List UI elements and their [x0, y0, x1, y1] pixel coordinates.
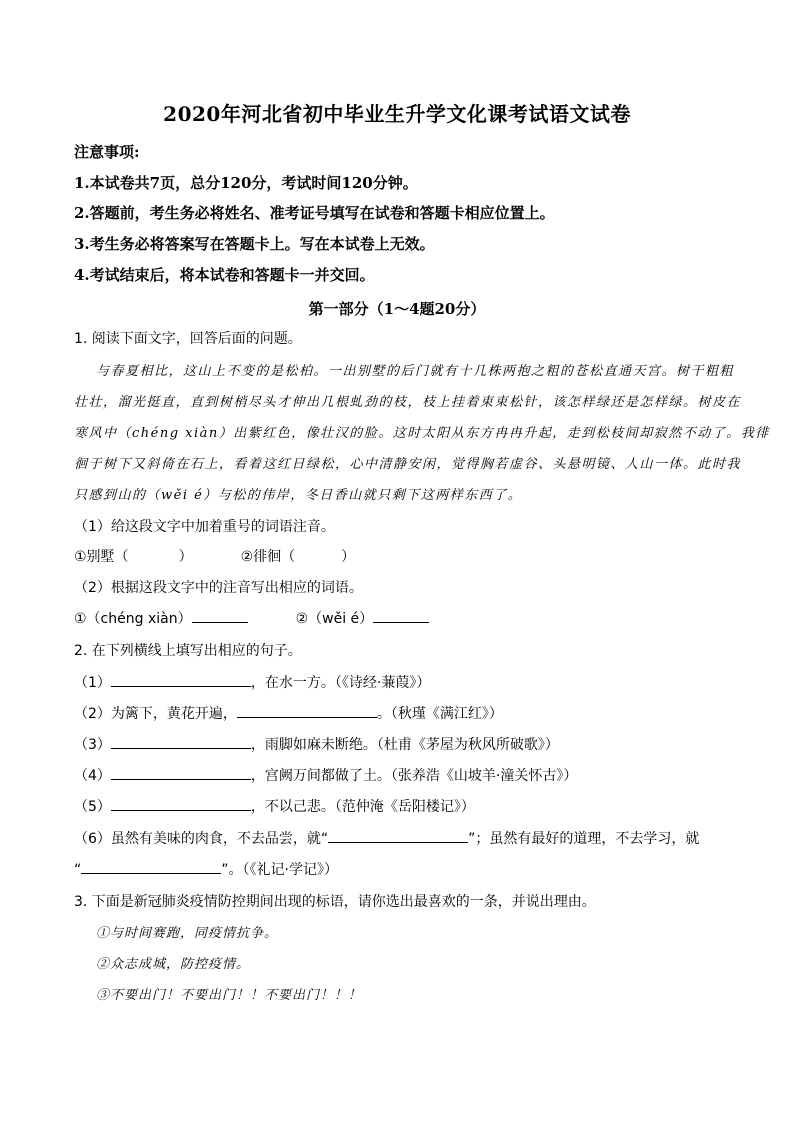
line-text: （2）为篱下，黄花开遍，: [74, 706, 237, 722]
notice-heading: 注意事项:: [74, 143, 140, 161]
answer-blank[interactable]: [192, 608, 248, 623]
passage-line: 与春夏相比，这山上不变的是松柏。一出别墅的后门就有十几株两抱之粗的苍松直通天宫。树干粗粗: [96, 364, 735, 379]
line-text: ”；虽然有最好的道理，不去学习，就: [468, 831, 700, 847]
sub1-item-a: ①别墅（: [74, 549, 129, 565]
slogan-item: ②众志成城，防控疫情。: [96, 957, 251, 972]
notice-item: 2.答题前，考生务必将姓名、准考证号填写在试卷和答题卡相应位置上。: [74, 204, 555, 222]
line-text: ”。（《礼记·学记》）: [221, 862, 338, 878]
sub1-item-a-close: ）: [178, 549, 193, 565]
answer-blank[interactable]: [111, 765, 251, 780]
line-text: 。（秋瑾《满江红》）: [376, 706, 503, 722]
exam-title: 2020年河北省初中毕业生升学文化课考试语文试卷: [163, 102, 631, 126]
answer-blank[interactable]: [111, 796, 251, 811]
question-2-line-6: [74, 828, 699, 848]
question-1-sub-1-answers: [74, 546, 355, 566]
part-one-heading: 第一部分（1～4题20分）: [308, 300, 486, 318]
line-text: ，不以己悲。（范仲淹《岳阳楼记》）: [250, 799, 475, 815]
question-2-line-2: [74, 703, 503, 723]
question-2-prompt: 2. 在下列横线上填写出相应的句子。: [74, 643, 302, 659]
notice-item: 4.考试结束后，将本试卷和答题卡一并交回。: [74, 266, 375, 284]
line-text: ，在水一方。（《诗经·蒹葭》）: [250, 675, 431, 691]
notice-item: 1.本试卷共7页，总分120分，考试时间120分钟。: [74, 174, 418, 192]
passage-line: 寒风中（chéng xiàn）出紫红色，像壮汉的脸。这时太阳从东方冉冉升起，走到松枝间却寂然不动了。我徘: [74, 426, 770, 441]
answer-blank[interactable]: [237, 703, 377, 718]
slogan-item: ①与时间赛跑，同疫情抗争。: [96, 926, 279, 941]
answer-blank[interactable]: [328, 828, 468, 843]
question-2-line-4: [74, 765, 577, 785]
notice-item: 3.考生务必将答案写在答题卡上。写在本试卷上无效。: [74, 235, 435, 253]
line-number: （1）: [74, 675, 111, 691]
line-number: （4）: [74, 768, 111, 784]
question-2-line-1: [74, 672, 430, 692]
question-2-line-7: [74, 859, 338, 879]
sub2-item-b: ②（wěi é）: [295, 611, 374, 627]
line-text: ，雨脚如麻未断绝。（杜甫《茅屋为秋风所破歌》）: [250, 737, 559, 753]
question-1-sub-2-answers: [74, 608, 429, 628]
line-number: （3）: [74, 737, 111, 753]
question-1-sub-1: （1）给这段文字中加着重号的词语注音。: [74, 519, 335, 535]
line-number: （5）: [74, 799, 111, 815]
answer-blank[interactable]: [111, 672, 251, 687]
question-2-line-3: [74, 734, 559, 754]
question-3-prompt: 3. 下面是新冠肺炎疫情防控期间出现的标语，请你选出最喜欢的一条，并说出理由。: [74, 894, 596, 910]
sub2-item-a: ①（chéng xiàn）: [74, 611, 192, 627]
line-text: （6）虽然有美味的肉食，不去品尝，就“: [74, 831, 329, 847]
passage-line: 壮壮，溜光挺直，直到树梢尽头才伸出几根虬劲的枝，枝上挂着束束松针，该怎样绿还是怎样绿。树皮在: [74, 395, 742, 410]
answer-blank[interactable]: [81, 859, 221, 874]
line-text: “: [74, 862, 82, 878]
sub1-item-b: ②徘徊（: [240, 549, 296, 565]
question-2-line-5: [74, 796, 475, 816]
line-text: ，宫阙万间都做了土。（张养浩《山坡羊·潼关怀古》）: [250, 768, 578, 784]
question-1-prompt: 1. 阅读下面文字，回答后面的问题。: [74, 331, 302, 347]
passage-line: 徊于树下又斜倚在石上，看着这红日绿松，心中清静安闲，觉得胸若虚谷、头悬明镜、人山一体。此时我: [74, 457, 742, 472]
passage-line: 只感到山的（wěi é）与松的伟岸，冬日香山就只剩下这两样东西了。: [74, 488, 523, 503]
slogan-item: ③不要出门！不要出门！！不要出门！！！: [96, 988, 363, 1003]
answer-blank[interactable]: [373, 608, 429, 623]
question-1-sub-2: （2）根据这段文字中的注音写出相应的词语。: [74, 580, 363, 596]
sub1-item-b-close: ）: [341, 549, 356, 565]
answer-blank[interactable]: [111, 734, 251, 749]
